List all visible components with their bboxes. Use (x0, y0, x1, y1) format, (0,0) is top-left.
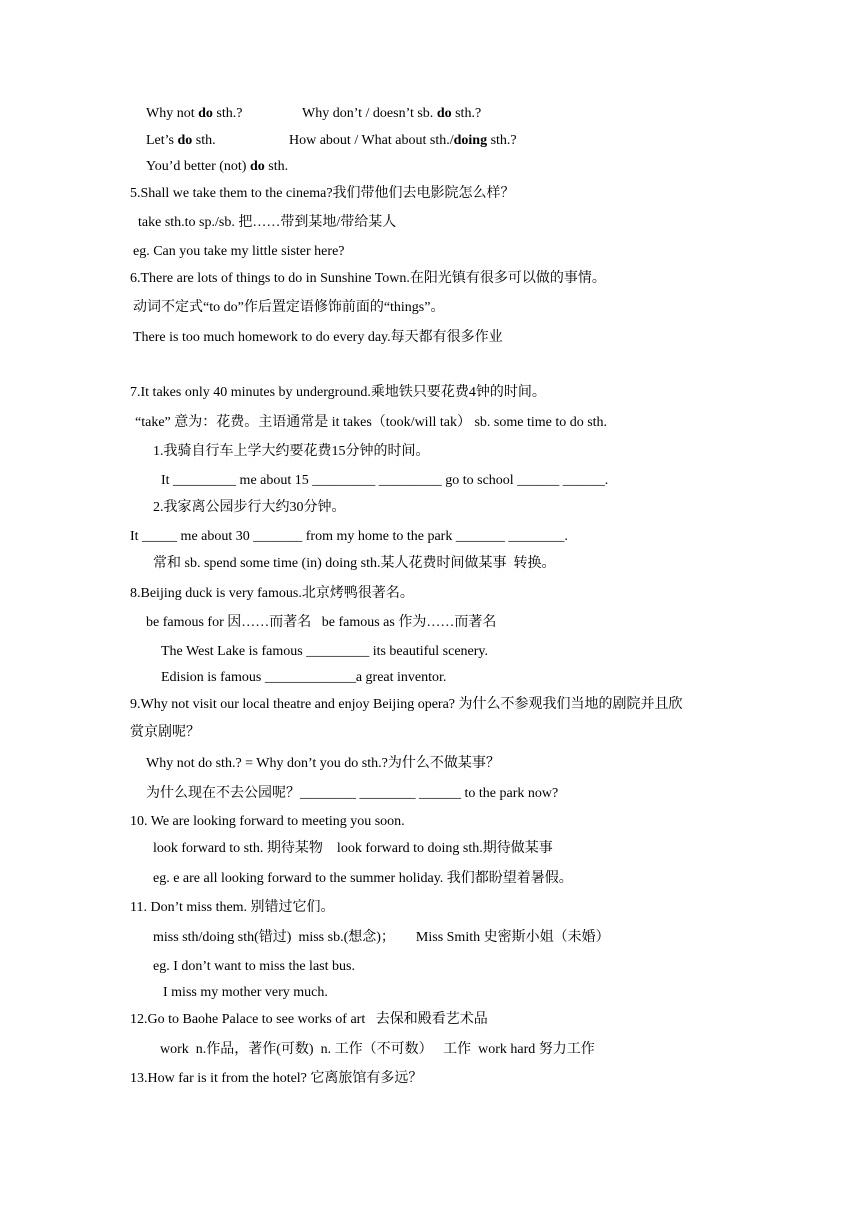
text-line (133, 299, 444, 317)
text-run: Why not (146, 106, 199, 121)
bold-text-run: do (177, 133, 193, 148)
text-line (135, 414, 607, 432)
text-line (130, 528, 568, 546)
text-run: Edision is famous _____________a great inventor. (161, 670, 447, 685)
bold-text-run: do (249, 159, 265, 174)
text-line (161, 643, 488, 661)
text-run: look forward to sth. 期待某物 look forward to doing sth.期待做某事 (153, 841, 553, 856)
text-line (146, 105, 242, 123)
text-line (153, 870, 573, 888)
text-line (130, 724, 200, 742)
text-line (153, 958, 355, 976)
text-line (153, 499, 346, 517)
text-line (146, 158, 288, 176)
text-line (133, 243, 345, 261)
text-run: 6.There are lots of things to do in Sunshine Town.在阳光镇有很多可以做的事情。 (130, 271, 606, 286)
text-run: 2.我家离公园步行大约30分钟。 (153, 500, 346, 515)
text-line (153, 929, 610, 947)
text-run: 1.我骑自行车上学大约要花费15分钟的时间。 (153, 444, 430, 459)
text-run: I miss my mother very much. (163, 985, 328, 1000)
text-run: 为什么现在不去公园呢？________ ________ ______ to the park now? (146, 786, 559, 801)
bold-text-run: doing (453, 133, 488, 148)
text-run: 7.It takes only 40 minutes by underground.乘地铁只要花费4钟的时间。 (130, 385, 546, 400)
text-run: Why don’t / doesn’t sb. (302, 106, 437, 121)
text-run: eg. Can you take my little sister here? (133, 244, 345, 259)
text-line (138, 214, 396, 232)
text-line (130, 813, 405, 831)
text-run: 常和 sb. spend some time (in) doing sth.某人花费时间做某事 转换。 (153, 556, 556, 571)
text-line (130, 1070, 422, 1088)
text-line (153, 840, 553, 858)
text-run: How about / What about sth./ (289, 133, 454, 148)
text-run: 11. Don’t miss them. 别错过它们。 (130, 900, 335, 915)
text-run: sth.? (212, 106, 243, 121)
text-run: miss sth/doing sth(错过) miss sb.(想念)； Miss Smith 史密斯小姐（未婚） (153, 930, 610, 945)
text-line (130, 899, 335, 917)
text-line (130, 1011, 488, 1029)
text-run: 5.Shall we take them to the cinema?我们带他们去电影院怎么样？ (130, 186, 515, 201)
text-line (130, 185, 515, 203)
text-run: 动词不定式“to do”作后置定语修饰前面的“things”。 (133, 300, 445, 315)
text-run: sth.? (451, 106, 482, 121)
text-run: take sth.to sp./sb. 把……带到某地/带给某人 (138, 215, 397, 230)
text-run: It _____ me about 30 _______ from my home to the park _______ ________. (130, 529, 568, 544)
text-line (153, 443, 430, 461)
text-run: You’d better (not) (146, 159, 250, 174)
text-run: “take” 意为：花费。主语通常是 it takes（took/will tak） sb. some time to do sth. (135, 415, 608, 430)
bold-text-run: do (436, 106, 452, 121)
text-line (130, 270, 606, 288)
text-line (146, 614, 496, 632)
text-run: work n.作品，著作(可数) n. 工作（不可数） 工作 work hard 努力工作 (160, 1042, 595, 1057)
text-line (161, 669, 446, 687)
text-run: be famous for 因……而著名 be famous as 作为……而著名 (146, 615, 497, 630)
text-line (146, 132, 216, 150)
text-run: sth.? (487, 133, 517, 148)
text-run: It _________ me about 15 _________ _________ go to school ______ ______. (161, 473, 609, 488)
text-line (160, 1041, 595, 1059)
text-line (153, 555, 556, 573)
text-line (130, 696, 683, 714)
text-run: 12.Go to Baohe Palace to see works of art 去保和殿看艺术品 (130, 1012, 488, 1027)
text-run: 赏京剧呢？ (130, 725, 200, 740)
text-run: Why not do sth.? = Why don’t you do sth.?为什么不做某事？ (146, 756, 500, 771)
text-line (130, 384, 546, 402)
text-line (163, 984, 328, 1002)
text-run: 9.Why not visit our local theatre and enjoy Beijing opera? 为什么不参观我们当地的剧院并且欣 (130, 697, 683, 712)
text-run: 10. We are looking forward to meeting you soon. (130, 814, 405, 829)
text-line (289, 132, 517, 150)
text-run: 13.How far is it from the hotel? 它离旅馆有多远？ (130, 1071, 423, 1086)
text-run: eg. I don’t want to miss the last bus. (153, 959, 355, 974)
text-run: There is too much homework to do every day.每天都有很多作业 (133, 330, 503, 345)
text-run: The West Lake is famous _________ its beautiful scenery. (161, 644, 489, 659)
text-run: sth. (264, 159, 289, 174)
text-run: eg. e are all looking forward to the summer holiday. 我们都盼望着暑假。 (153, 871, 573, 886)
text-run: Let’s (146, 133, 178, 148)
bold-text-run: do (198, 106, 213, 121)
text-run: 8.Beijing duck is very famous.北京烤鸭很著名。 (130, 586, 414, 601)
text-line (302, 105, 481, 123)
text-run: sth. (192, 133, 216, 148)
text-line (146, 785, 558, 803)
text-line (161, 472, 608, 490)
text-line (146, 755, 500, 773)
text-line (130, 585, 414, 603)
text-line (133, 329, 503, 347)
